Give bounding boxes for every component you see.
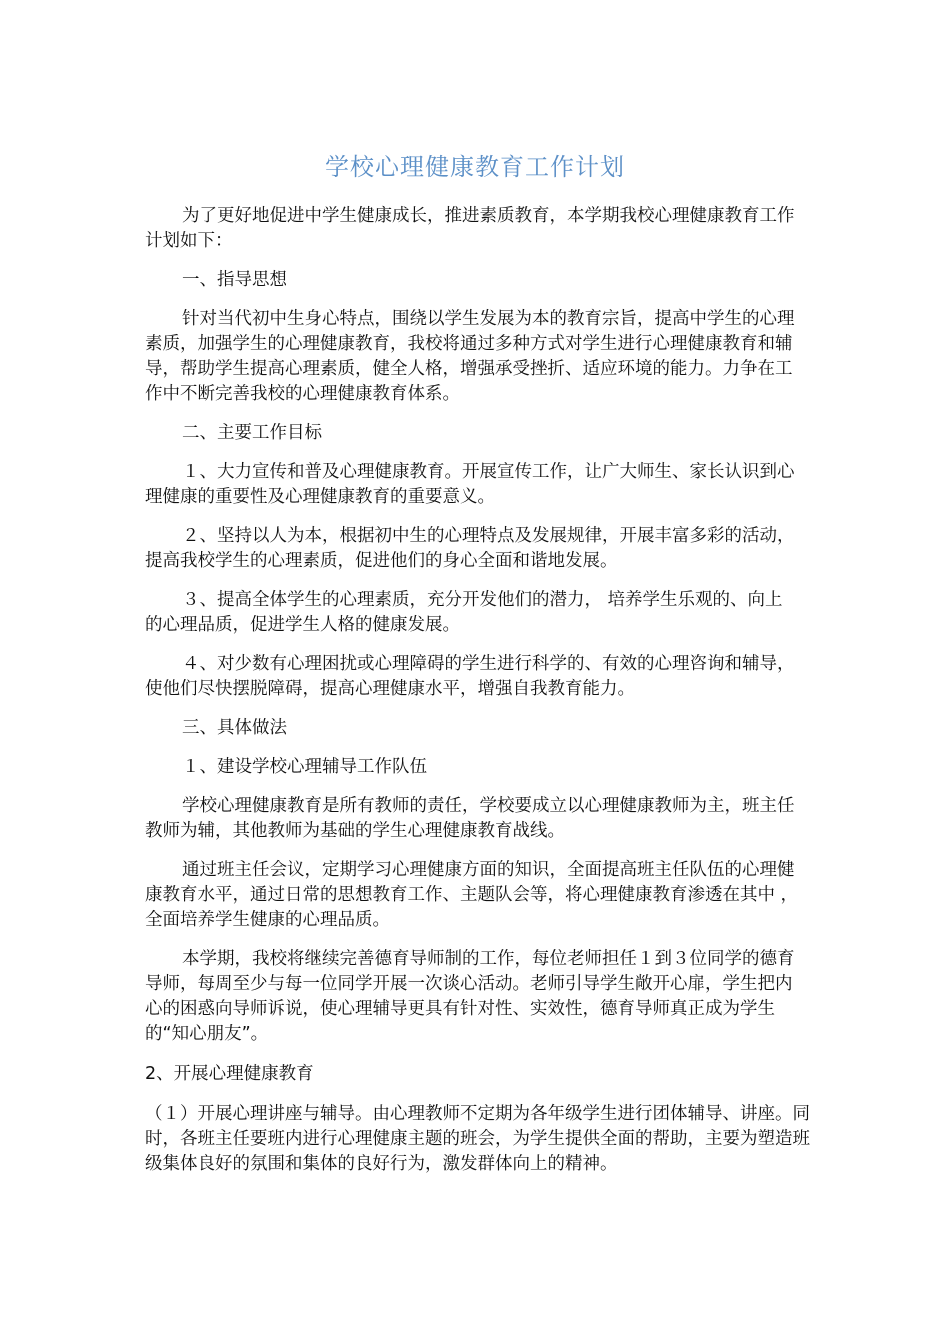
goal-item-3: ３、提高全体学生的心理素质，充分开发他们的潜力， 培养学生乐观的、向上的心理品质，促进学生人格的健康发展。 (145, 590, 783, 635)
intro-paragraph: 为了更好地促进中学生健康成长，推进素质教育，本学期我校心理健康教育工作计划如下： (145, 206, 795, 251)
paragraph-class-teacher-meetings: 通过班主任会议，定期学习心理健康方面的知识，全面提高班主任队伍的心理健康教育水平，通过日常的思想教育工作、主题队会等，将心理健康教育渗透在其中 ，全面培养学生健康的心理品质。 (145, 860, 799, 930)
goal-item-4: ４、对少数有心理困扰或心理障碍的学生进行科学的、有效的心理咨询和辅导，使他们尽快摆脱障碍，提高心理健康水平，增强自我教育能力。 (145, 654, 795, 699)
subsection-heading-team-building: １、建设学校心理辅导工作队伍 (182, 757, 427, 777)
paragraph-mentor-system: 本学期，我校将继续完善德育导师制的工作，每位老师担任１到３位同学的德育导师，每周至少与每一位同学开展一次谈心活动。老师引导学生敞开心扉，学生把内心的困惑向导师诉说，使心理辅导更具有针对性、实效性，德育导师真正成为学生的“知心朋友”。 (145, 949, 795, 1044)
goal-item-2: ２、坚持以人为本，根据初中生的心理特点及发展规律，开展丰富多彩的活动，提高我校学生的心理素质，促进他们的身心全面和谐地发展。 (145, 526, 795, 571)
document-body (145, 204, 810, 1177)
subsection-heading-mental-health-education: 2、开展心理健康教育 (145, 1064, 314, 1084)
section-heading-specific-methods: 三、具体做法 (182, 718, 287, 738)
paragraph-guiding-ideology: 针对当代初中生身心特点，围绕以学生发展为本的教育宗旨，提高中学生的心理素质，加强学生的心理健康教育，我校将通过多种方式对学生进行心理健康教育和辅导，帮助学生提高心理素质，健全人格，增强承受挫折、适应环境的能力。力争在工作中不断完善我校的心理健康教育体系。 (145, 309, 795, 404)
goal-item-1: １、大力宣传和普及心理健康教育。开展宣传工作，让广大师生、家长认识到心理健康的重要性及心理健康教育的重要意义。 (145, 462, 795, 507)
paragraph-team-responsibility: 学校心理健康教育是所有教师的责任，学校要成立以心理健康教师为主，班主任教师为辅，其他教师为基础的学生心理健康教育战线。 (145, 796, 795, 841)
paragraph-lectures-counseling: （１）开展心理讲座与辅导。由心理教师不定期为各年级学生进行团体辅导、讲座。同时，各班主任要班内进行心理健康主题的班会，为学生提供全面的帮助，主要为塑造班级集体良好的氛围和集体的良好行为，激发群体向上的精神。 (145, 1104, 810, 1174)
document-title: 学校心理健康教育工作计划 (325, 153, 625, 181)
section-heading-guiding-ideology: 一、指导思想 (182, 270, 287, 290)
section-heading-main-goals: 二、主要工作目标 (182, 423, 322, 443)
